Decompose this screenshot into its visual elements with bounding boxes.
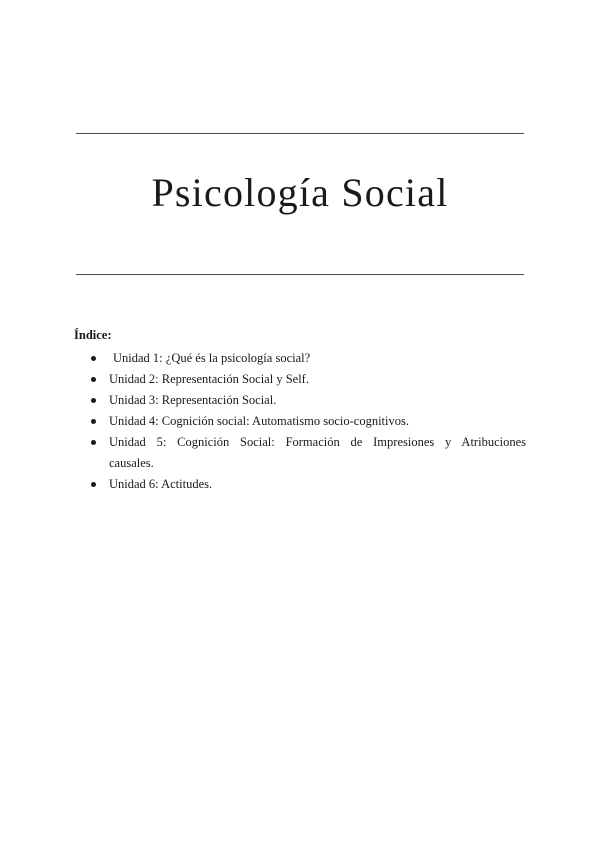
bullet-icon [91, 419, 96, 424]
index-item-label: Unidad 1: ¿Qué és la psicología social? [113, 351, 311, 365]
bullet-icon [91, 377, 96, 382]
index-item-unidad-1 [74, 348, 526, 369]
table-of-contents [74, 325, 526, 495]
index-item-label: Unidad 2: Representación Social y Self. [109, 372, 309, 386]
title-bottom-divider [76, 274, 524, 275]
document-title: Psicología Social [151, 170, 449, 215]
title-top-divider [76, 133, 524, 134]
bullet-icon [91, 356, 96, 361]
index-item-label: Unidad 6: Actitudes. [109, 477, 213, 491]
index-item-label: Unidad 4: Cognición social: Automatismo socio-cognitivos. [109, 414, 409, 428]
index-item-label: Unidad 3: Representación Social. [109, 393, 277, 407]
index-item-unidad-4 [74, 411, 526, 432]
index-item-label-line-2: causales. [109, 456, 154, 470]
bullet-icon [91, 482, 96, 487]
index-item-label-line-1: Unidad 5: Cognición Social: Formación de Impresiones y Atribuciones [109, 435, 526, 449]
bullet-icon [91, 398, 96, 403]
index-item-unidad-2 [74, 369, 526, 390]
bullet-icon [91, 440, 96, 445]
index-heading: Índice: [74, 328, 112, 342]
index-list [74, 348, 526, 495]
index-item-unidad-5 [74, 432, 526, 474]
index-item-unidad-3 [74, 390, 526, 411]
index-item-unidad-6 [74, 474, 526, 495]
